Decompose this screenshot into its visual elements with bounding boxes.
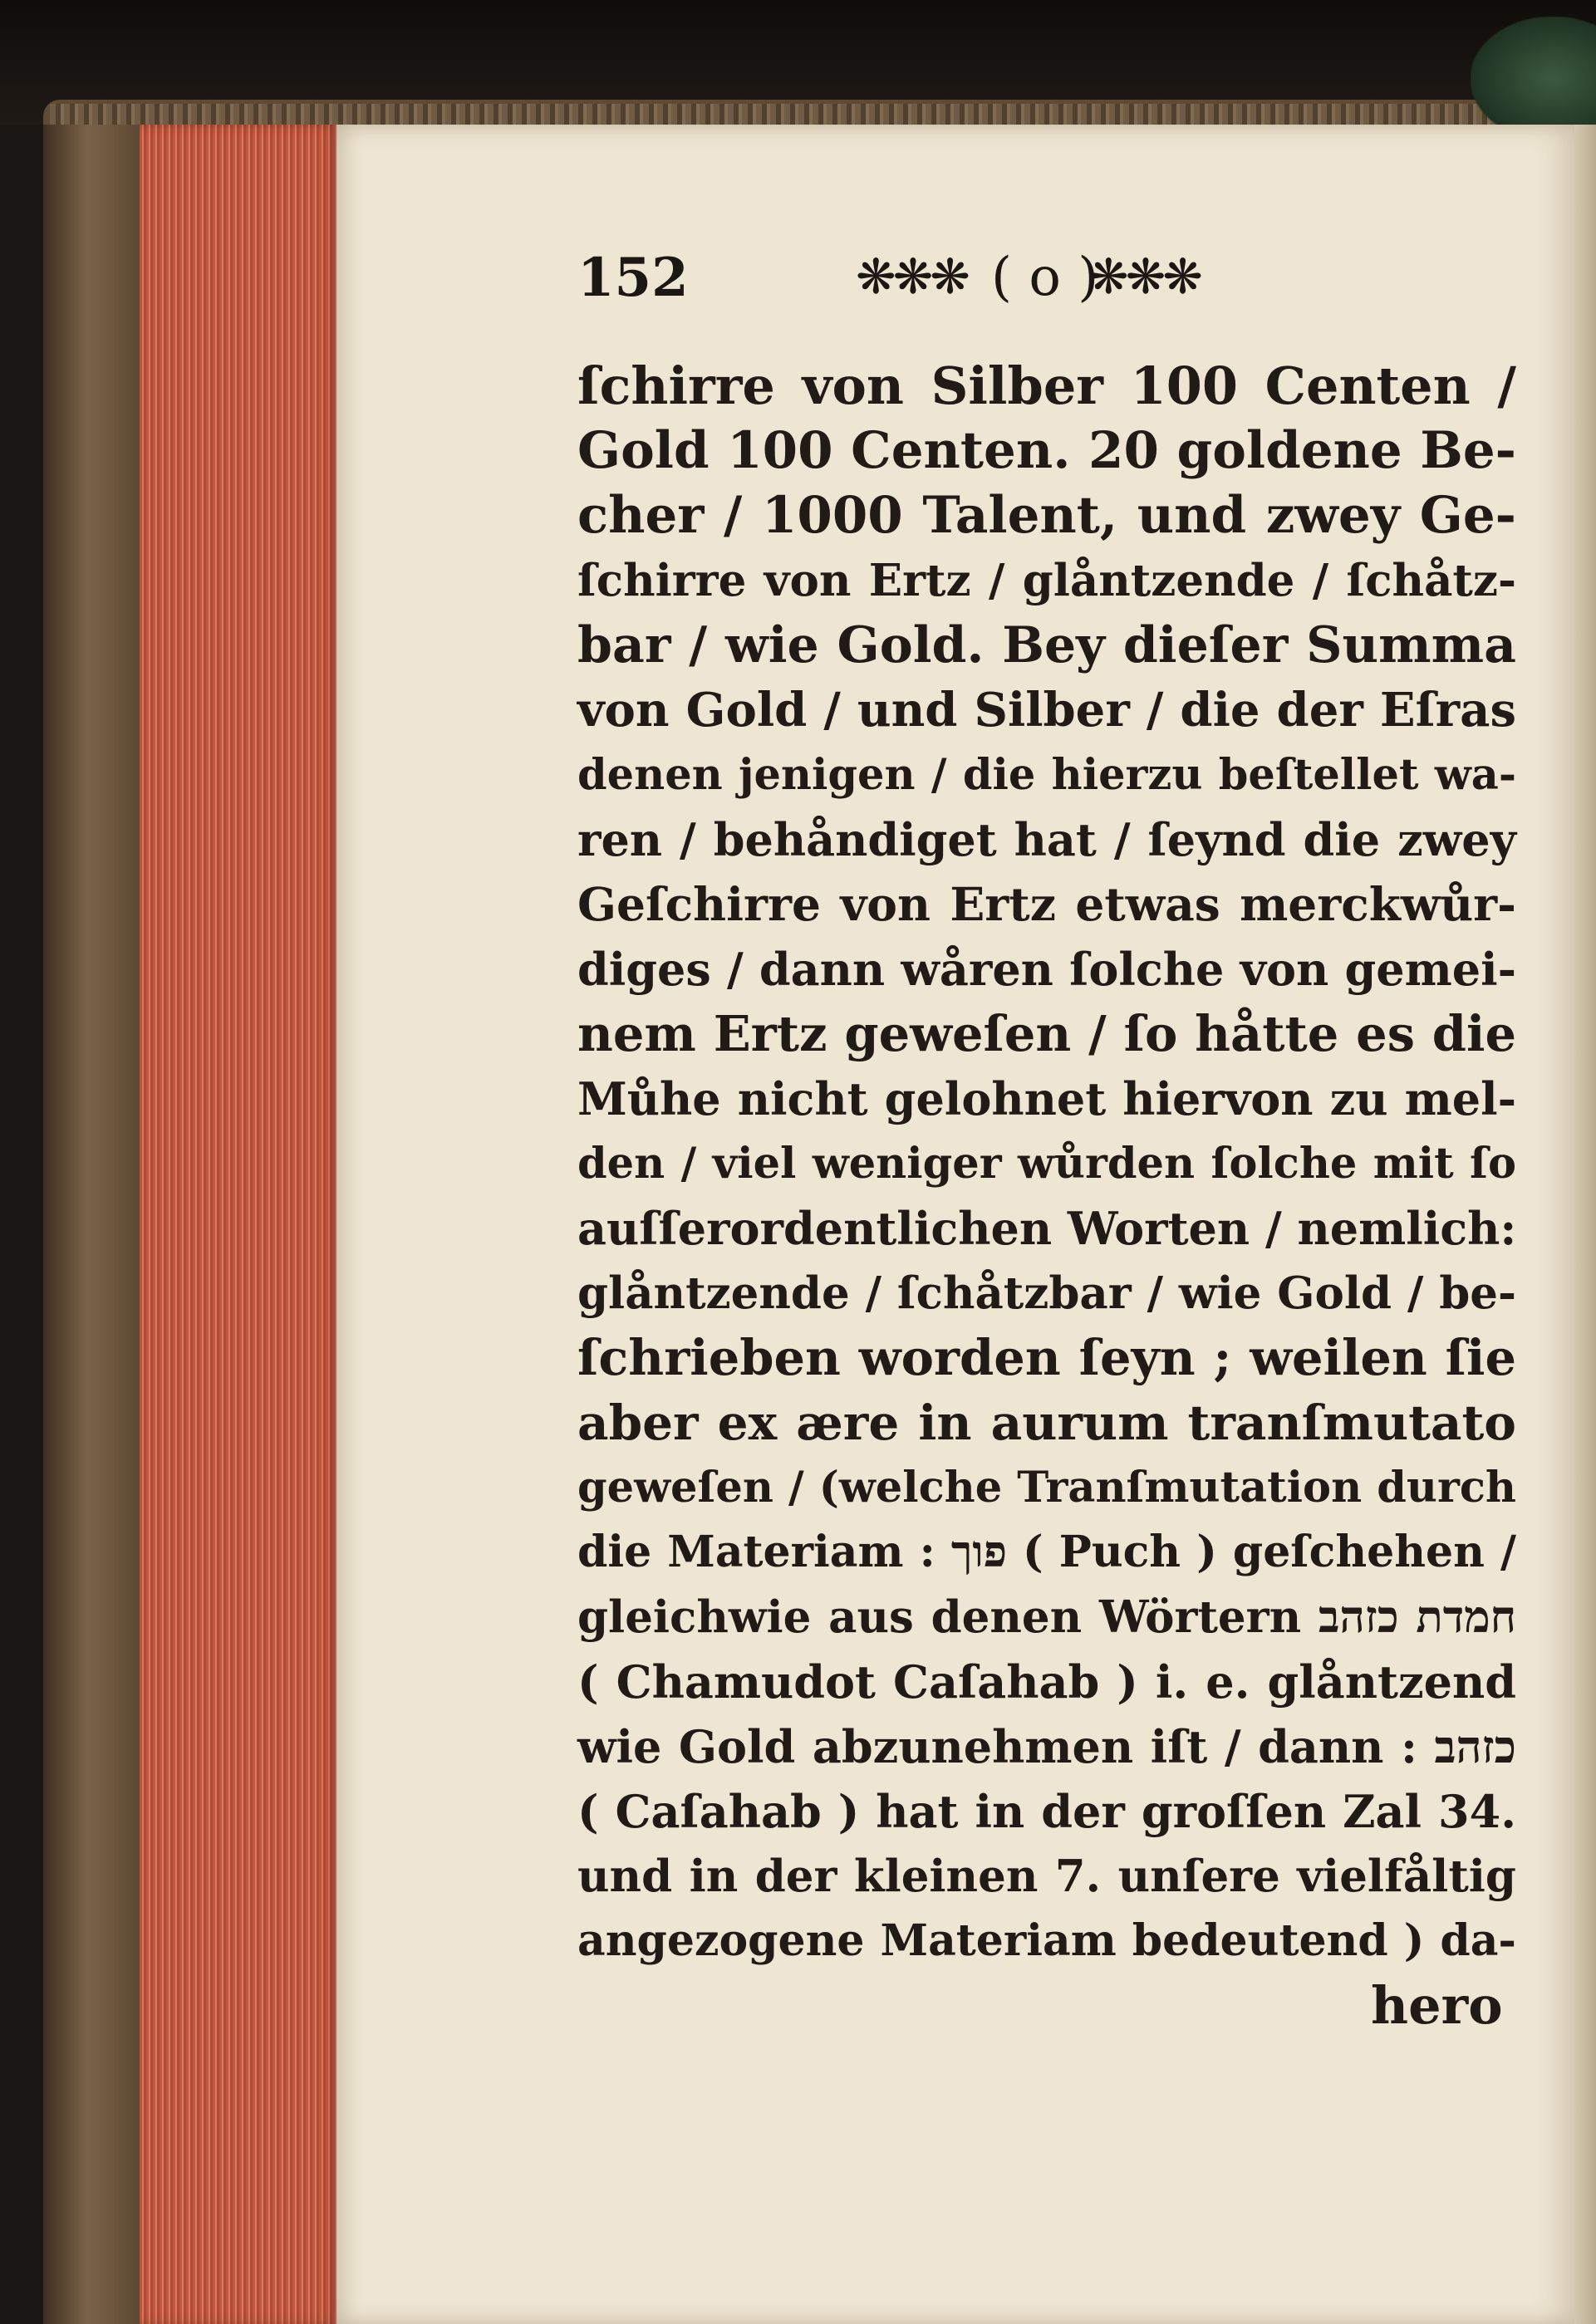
text-line: denen jenigen / die hierzu beſtellet wa- [577, 750, 1516, 800]
page-header [577, 247, 1516, 326]
text-line: nem Ertz geweſen / ſo håtte es die [577, 1005, 1516, 1062]
text-line: bar / wie Gold. Bey dieſer Summa [577, 616, 1516, 674]
text-line: ( Chamudot Caſahab ) i. e. glåntzend [577, 1655, 1516, 1709]
text-line: ſchrieben worden ſeyn ; weilen ſie [577, 1329, 1516, 1386]
text-line: glåntzende / ſchåtzbar / wie Gold / be- [577, 1267, 1516, 1319]
ornament-icon: ❋❋❋ [856, 248, 967, 305]
text-line: Geſchirre von Ertz etwas merckwůr- [577, 877, 1516, 931]
text-line: ( Caſahab ) hat in der groſſen Zal 34. [577, 1785, 1516, 1838]
text-line: und in der kleinen 7. unſere vielfåltig [577, 1851, 1516, 1902]
text-line: auſſerordentlichen Worten / nemlich: [577, 1202, 1517, 1255]
text-line: Gold 100 Centen. 20 goldene Be- [577, 421, 1516, 480]
text-line: ſchirre von Ertz / glåntzende / ſchåtz- [577, 555, 1516, 606]
text-line: von Gold / und Silber / die der Eſras [577, 683, 1516, 738]
text-line: cher / 1000 Talent, und zwey Ge- [577, 486, 1516, 545]
book-spine [43, 125, 141, 2324]
text-line: die Materiam : פוך ( Puch ) geſchehen / [577, 1527, 1516, 1577]
text-line: aber ex ære in aurum tranſmutato [577, 1395, 1516, 1451]
text-line: angezogene Materiam bedeutend ) da- [577, 1915, 1516, 1966]
text-line: ren / behåndiget hat / ſeynd die zwey [577, 813, 1516, 866]
text-line: wie Gold abzunehmen iſt / dann : כזהב [577, 1720, 1516, 1773]
page-number: 152 [577, 247, 689, 309]
green-ribbon [1471, 17, 1596, 141]
header-center-text: ( o ) [991, 247, 1099, 308]
red-page-edges [140, 125, 339, 2324]
text-line: diges / dann wåren ſolche von gemei- [577, 943, 1516, 996]
text-line: den / viel weniger wůrden ſolche mit ſo [577, 1139, 1516, 1189]
text-line: Můhe nicht gelohnet hiervon zu mel- [577, 1072, 1516, 1125]
text-line: ſchirre von Silber 100 Centen / [577, 355, 1516, 416]
text-line: gleichwie aus denen Wörtern חמדת כזהב [577, 1591, 1516, 1643]
ornament-icon: ❋❋❋ [1088, 248, 1200, 305]
catchword: hero [1371, 1975, 1503, 2036]
text-line: geweſen / (welche Tranſmutation durch [577, 1463, 1516, 1513]
